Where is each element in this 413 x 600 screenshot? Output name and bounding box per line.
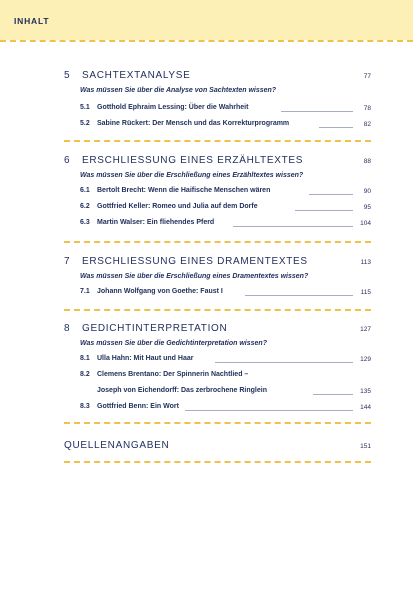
section-title: GEDICHTINTERPRETATION — [82, 323, 228, 334]
section-number: 8 — [64, 323, 70, 334]
entry-page: 82 — [363, 121, 371, 128]
sources-title: QUELLENANGABEN — [64, 440, 170, 451]
section-page: 113 — [360, 259, 371, 266]
section-question: Was müssen Sie über die Gedichtinterpretation wissen? — [80, 340, 267, 347]
toc-entry[interactable] — [80, 120, 371, 132]
section-heading[interactable] — [64, 155, 371, 169]
header-divider — [0, 40, 413, 42]
sources-heading[interactable] — [64, 440, 371, 454]
entry-number: 8.2 — [80, 371, 90, 378]
toc-entry[interactable] — [80, 387, 371, 399]
entry-page: 90 — [363, 188, 371, 195]
entry-number: 6.3 — [80, 219, 90, 226]
section-number: 5 — [64, 70, 70, 81]
section-question: Was müssen Sie über die Erschließung eines Dramentextes wissen? — [80, 273, 309, 280]
entry-number: 8.1 — [80, 355, 90, 362]
entry-title: Clemens Brentano: Der Spinnerin Nachtlied – — [97, 371, 249, 378]
toc-entry[interactable] — [80, 403, 371, 415]
entry-page: 129 — [360, 356, 371, 363]
section-page: 77 — [363, 73, 371, 80]
section-heading[interactable] — [64, 70, 371, 84]
section-divider — [64, 422, 371, 424]
entry-page: 144 — [360, 404, 371, 411]
section-title: SACHTEXTANALYSE — [82, 70, 191, 81]
entry-page: 78 — [363, 105, 371, 112]
sources-page: 151 — [360, 443, 371, 450]
dot-leader — [185, 410, 353, 411]
dot-leader — [313, 394, 353, 395]
dot-leader — [319, 127, 353, 128]
entry-title: Johann Wolfgang von Goethe: Faust I — [97, 288, 223, 295]
dot-leader — [309, 194, 353, 195]
toc-entry[interactable] — [80, 371, 371, 383]
dot-leader — [295, 210, 353, 211]
entry-number: 5.1 — [80, 104, 90, 111]
entry-page: 135 — [360, 388, 371, 395]
dot-leader — [281, 111, 353, 112]
section-divider — [64, 461, 371, 463]
entry-title: Martin Walser: Ein fliehendes Pferd — [97, 219, 215, 226]
header-title: INHALT — [14, 16, 50, 26]
section-title: ERSCHLIESSUNG EINES ERZÄHLTEXTES — [82, 155, 304, 166]
section-question: Was müssen Sie über die Analyse von Sachtexten wissen? — [80, 87, 277, 94]
entry-title: Bertolt Brecht: Wenn die Haifische Menschen wären — [97, 187, 271, 194]
entry-page: 115 — [360, 289, 371, 296]
entry-title: Joseph von Eichendorff: Das zerbrochene Ringlein — [97, 387, 267, 394]
entry-number: 6.2 — [80, 203, 90, 210]
section-number: 6 — [64, 155, 70, 166]
toc-entry[interactable] — [80, 219, 371, 231]
dot-leader — [215, 362, 353, 363]
section-divider — [64, 309, 371, 311]
toc-entry[interactable] — [80, 203, 371, 215]
section-title: ERSCHLIESSUNG EINES DRAMENTEXTES — [82, 256, 308, 267]
entry-title: Gotthold Ephraim Lessing: Über die Wahrheit — [97, 104, 249, 111]
entry-number: 6.1 — [80, 187, 90, 194]
section-question: Was müssen Sie über die Erschließung eines Erzähltextes wissen? — [80, 172, 304, 179]
entry-title: Sabine Rückert: Der Mensch und das Korrekturprogramm — [97, 120, 290, 127]
toc-entry[interactable] — [80, 288, 371, 300]
entry-page: 95 — [363, 204, 371, 211]
entry-title: Gottfried Keller: Romeo und Julia auf dem Dorfe — [97, 203, 258, 210]
entry-page: 104 — [360, 220, 371, 227]
entry-number: 5.2 — [80, 120, 90, 127]
entry-title: Ulla Hahn: Mit Haut und Haar — [97, 355, 194, 362]
section-number: 7 — [64, 256, 70, 267]
section-page: 127 — [360, 326, 371, 333]
section-divider — [64, 140, 371, 142]
page-header — [0, 0, 413, 40]
dot-leader — [233, 226, 353, 227]
entry-number: 7.1 — [80, 288, 90, 295]
section-heading[interactable] — [64, 323, 371, 337]
section-heading[interactable] — [64, 256, 371, 270]
toc-entry[interactable] — [80, 187, 371, 199]
entry-number: 8.3 — [80, 403, 90, 410]
toc-entry[interactable] — [80, 355, 371, 367]
section-divider — [64, 241, 371, 243]
toc-entry[interactable] — [80, 104, 371, 116]
entry-title: Gottfried Benn: Ein Wort — [97, 403, 179, 410]
dot-leader — [245, 295, 353, 296]
section-page: 88 — [363, 158, 371, 165]
